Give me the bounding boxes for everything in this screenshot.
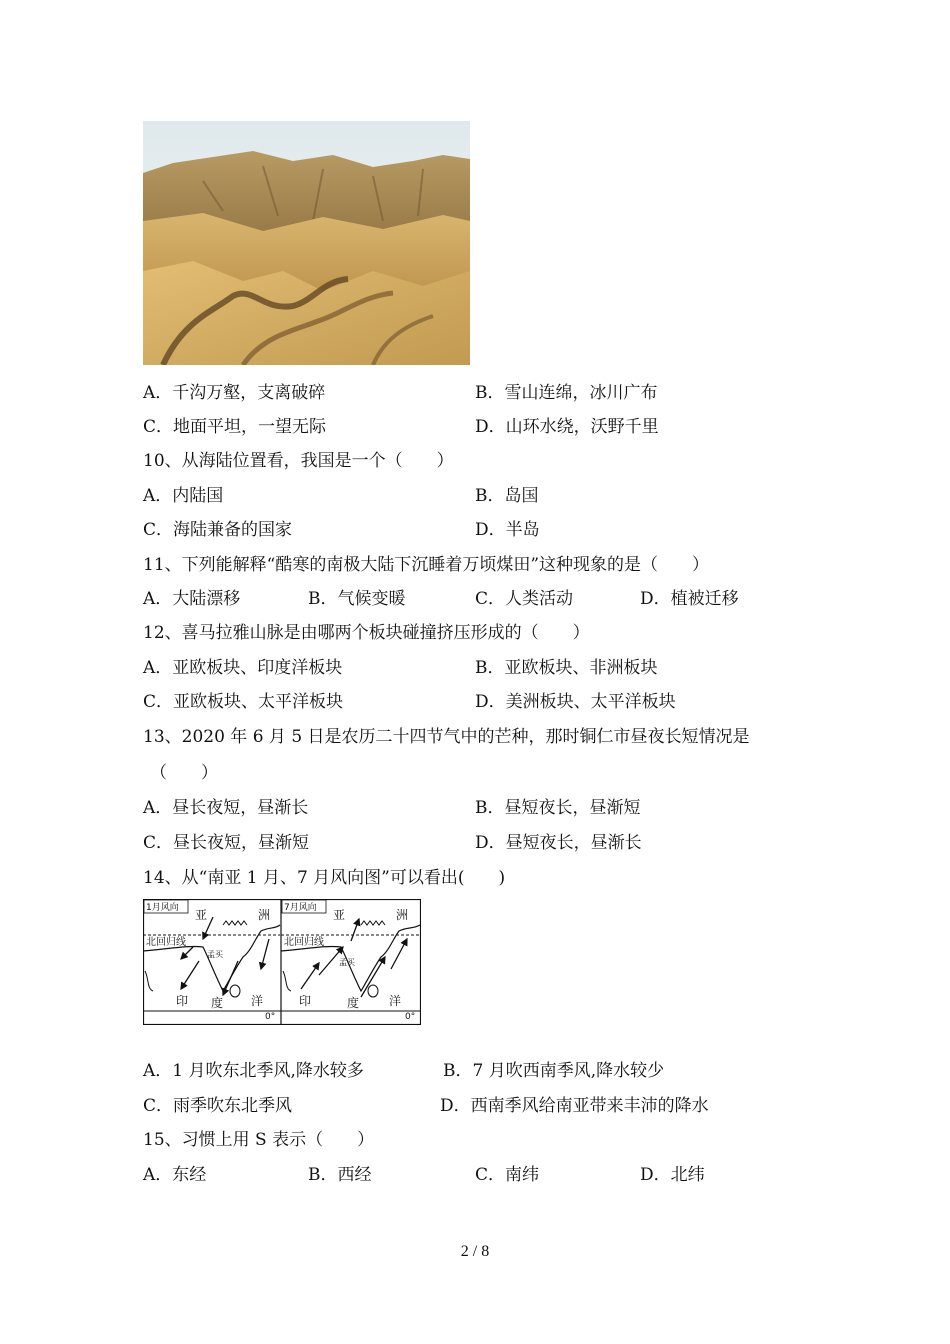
q13-stem: 13、2020 年 6 月 5 日是农历二十四节气中的芒种，那时铜仁市昼夜长短情况是: [143, 727, 750, 747]
jan-yang-label: 洋: [251, 994, 264, 1008]
jul-tropic-label: 北回归线: [284, 937, 324, 948]
jul-zhou-label: 洲: [396, 908, 409, 922]
jan-city-label: 孟买: [207, 950, 223, 959]
jan-title: 1月风向: [146, 903, 179, 913]
q11-stem: 11、下列能解释“酷寒的南极大陆下沉睡着万顷煤田”这种现象的是（ ）: [143, 555, 710, 575]
q11-option-d: D．植被迁移: [640, 589, 739, 609]
jan-yin-label: 印: [176, 994, 189, 1008]
q9-option-a: A．千沟万壑，支离破碎: [143, 383, 326, 403]
jul-title: 7月风向: [284, 903, 317, 913]
q10-stem: 10、从海陆位置看，我国是一个（ ）: [143, 451, 454, 471]
q15-stem: 15、习惯上用 S 表示（ ）: [143, 1130, 375, 1150]
q15-option-d: D．北纬: [640, 1165, 705, 1185]
q12-stem: 12、喜马拉雅山脉是由哪两个板块碰撞挤压形成的（ ）: [143, 623, 590, 643]
q10-option-b: B．岛国: [475, 486, 539, 506]
q14-option-d: D．西南季风给南亚带来丰沛的降水: [440, 1096, 709, 1116]
q9-option-c: C．地面平坦，一望无际: [143, 417, 327, 437]
q14-option-a: A．1 月吹东北季风,降水较多: [143, 1061, 364, 1081]
q10-option-d: D．半岛: [475, 520, 540, 540]
jan-du-label: 度: [211, 996, 224, 1010]
jul-equator-label: 0°: [405, 1012, 416, 1022]
q12-option-a: A．亚欧板块、印度洋板块: [143, 658, 343, 678]
q14-stem: 14、从“南亚 1 月、7 月风向图”可以看出( ): [143, 868, 506, 888]
q13-option-a: A．昼长夜短，昼渐长: [143, 798, 309, 818]
jul-du-label: 度: [347, 996, 360, 1010]
page-number: 2 / 8: [460, 1243, 490, 1260]
q13-stem-blank: （ ）: [150, 763, 218, 783]
q10-option-a: A．内陆国: [143, 486, 224, 506]
q15-option-a: A．东经: [143, 1165, 207, 1185]
q14-option-b: B．7 月吹西南季风,降水较少: [443, 1061, 665, 1081]
jan-asia-label: 亚: [195, 908, 208, 922]
q13-option-d: D．昼短夜长，昼渐长: [475, 833, 642, 853]
q14-option-c: C．雨季吹东北季风: [143, 1096, 293, 1116]
q12-option-d: D．美洲板块、太平洋板块: [475, 692, 676, 712]
q15-option-c: C．南纬: [475, 1165, 540, 1185]
q13-option-b: B．昼短夜长，昼渐短: [475, 798, 641, 818]
q12-option-c: C．亚欧板块、太平洋板块: [143, 692, 344, 712]
jul-asia-label: 亚: [333, 908, 346, 922]
loess-plateau-photo: [143, 121, 470, 365]
q12-option-b: B．亚欧板块、非洲板块: [475, 658, 658, 678]
q11-option-c: C．人类活动: [475, 589, 574, 609]
south-asia-wind-map: [143, 899, 421, 1025]
jan-zhou-label: 洲: [258, 908, 271, 922]
q11-option-b: B．气候变暖: [308, 589, 406, 609]
q9-option-d: D．山环水绕，沃野千里: [475, 417, 659, 437]
q15-option-b: B．西经: [308, 1165, 372, 1185]
jul-yin-label: 印: [299, 994, 312, 1008]
q11-option-a: A．大陆漂移: [143, 589, 241, 609]
jul-city-label: 孟买: [339, 958, 355, 967]
jul-yang-label: 洋: [389, 994, 402, 1008]
q13-option-c: C．昼长夜短，昼渐短: [143, 833, 310, 853]
jan-equator-label: 0°: [265, 1012, 276, 1022]
q10-option-c: C．海陆兼备的国家: [143, 520, 293, 540]
jan-tropic-label: 北回归线: [146, 937, 186, 948]
q9-option-b: B．雪山连绵，冰川广布: [475, 383, 658, 403]
